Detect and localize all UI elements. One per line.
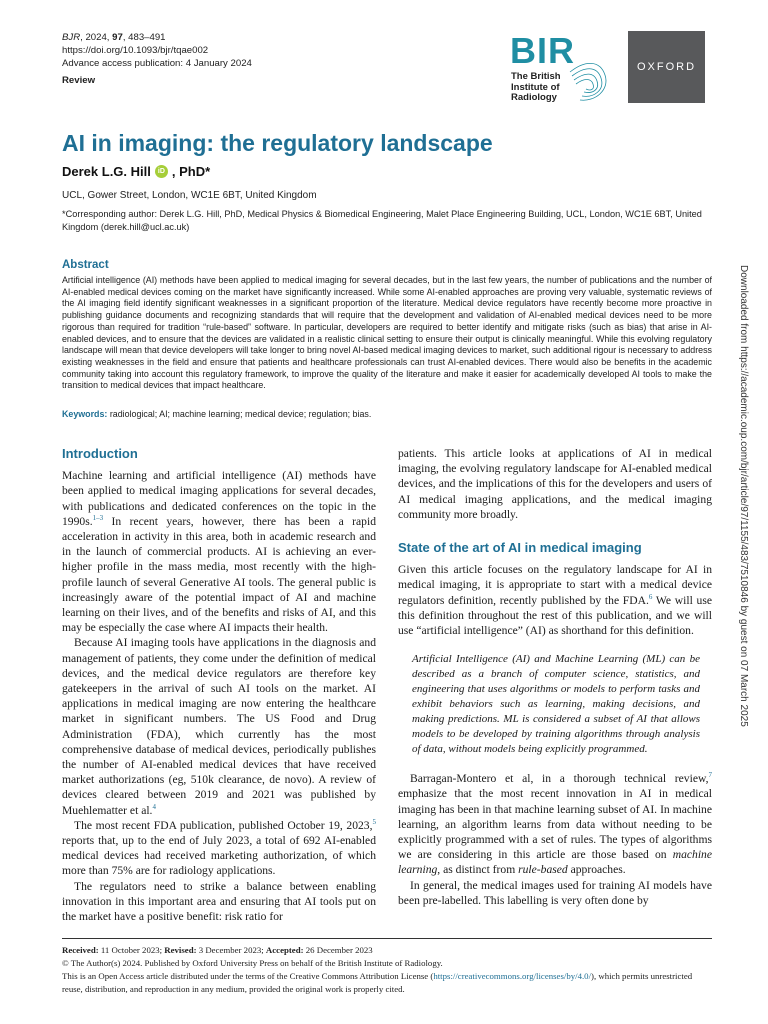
citation-ref[interactable]: 5 <box>372 818 376 827</box>
citation-ref[interactable]: 6 <box>648 592 653 601</box>
accepted-date: 26 December 2023 <box>303 945 373 955</box>
dates-line <box>62 944 712 957</box>
state-p2-text-cont: emphasize that the most recent innovation in AI in medical imaging has been in that machine learning subset of AI. In machine learning, an algorithm learns from data without needing to be explicitly programmed with a set of rules. The types of algorithms we are considering in this article are those based on <box>398 787 712 862</box>
emphasis-rule-based: rule-based <box>518 863 568 877</box>
intro-p1-text: Machine learning and artificial intelligence (AI) methods have been applied to medical imaging applications for several decades, with publications and dedicated conferences on the topic in the 1990s. <box>62 469 376 528</box>
corresponding-author: *Corresponding author: Derek L.G. Hill, PhD, Medical Physics & Biomedical Engineering, Malet Place Engineering Building, UCL, London, WC1E 6BT, United Kingdom (derek.hill@ucl.ac.uk) <box>62 209 702 232</box>
revised-date: 3 December 2023; <box>196 945 266 955</box>
bir-logo-text <box>511 72 561 104</box>
citation-block <box>62 31 252 87</box>
intro-paragraph-5: patients. This article looks at applications of AI in medical imaging, the evolving regulatory landscape for AI-enabled medical devices, and the implications of this for the developers and users of AI medical imaging applications, and the medical imaging community more broadly. <box>398 447 712 521</box>
license-link[interactable]: https://creativecommons.org/licenses/by/4.0/ <box>433 971 592 981</box>
citation-ref[interactable]: 7 <box>708 771 712 780</box>
keywords-list: radiological; AI; machine learning; medical device; regulation; bias. <box>107 409 372 419</box>
intro-p2-text: Because AI imaging tools have applications in the diagnosis and management of patients, they come under the definition of medical devices, and the medical device regulators are therefore key gatekeepers in the arrival of such AI tools on the market. AI applications in medical imaging are now entering the healthcare market in significant numbers. The US Food and Drug Administration (FDA), which currently has the most comprehensive database of medical devices, periodically publishes the number of AI-enabled medical devices that have received market authorizations (eg, 510k clearance, de novo). A review of devices cleared between 2019 and 2021 was published by Muehlematter et al. <box>62 636 376 817</box>
left-column <box>62 446 376 924</box>
citation-ref[interactable]: 1–3 <box>92 513 104 522</box>
right-column <box>398 446 712 908</box>
orcid-icon[interactable]: iD <box>155 165 168 178</box>
author-degree: , PhD* <box>171 164 211 179</box>
footer <box>62 944 712 996</box>
oxford-logo: OXFORD <box>628 31 705 103</box>
license-text-cont: ), which permits unrestricted reuse, distribution, and reproduction in any medium, provided the original work is properly cited. <box>62 971 693 994</box>
copyright-line: © The Author(s) 2024. Published by Oxford University Press on behalf of the British Institute of Radiology. <box>62 958 443 968</box>
license-line <box>62 970 712 996</box>
bir-line-3: Radiology <box>511 92 557 103</box>
author-line <box>62 164 210 179</box>
bir-logo <box>500 30 620 110</box>
emphasis-machine-learning: machine learning <box>398 848 712 877</box>
section-heading-state-of-art: State of the art of AI in medical imaging <box>398 540 642 556</box>
download-note-text: Downloaded from https://academic.oup.com/bjr/article/97/1155/483/7510846 by guest on 07 March 2025 <box>738 265 749 727</box>
intro-paragraph-2 <box>62 635 376 817</box>
page-range: , 483–491 <box>122 32 166 43</box>
affiliation: UCL, Gower Street, London, WC1E 6BT, United Kingdom <box>62 190 317 201</box>
intro-paragraph-3 <box>62 818 376 879</box>
state-p2-text-end: approaches. <box>567 863 626 877</box>
keywords-label: Keywords: <box>62 409 108 419</box>
abstract-text: Artificial intelligence (AI) methods have been applied to medical imaging for several decades, but in the last few years, the number of publications and the number of AI-enabled medical devices coming on the market have significantly increased. While some AI-enabled approaches are proving very valuable, systematic reviews of the AI imaging field identify significant weaknesses in a significant proportion of the literature. Medical device regulators have recently become more proactive in publishing guidance documents and recognizing standards that will require that the development and validation of AI-enabled medical devices need to be more rigorous than required for tradition “rule-based” software. In particular, developers are required to better identify and mitigate risks (such as bias) that arise in AI-enabled devices, and to ensure that the devices are validated in a realistic clinical setting to ensure their output is clinically meaningful. While this evolving regulatory landscape will mean that device developers will take longer to bring novel AI-based medical imaging devices to market, such additional rigour is necessary to address existing weaknesses in the field and ensure that patients and healthcare professionals can trust AI-enabled devices. There would also be benefits in the academic community taking into account this regulatory framework, to improve the quality of the literature and make it easier for academically developed AI tools to make the transition to medical devices that impact healthcare. <box>62 275 712 391</box>
state-p1-text: Given this article focuses on the regulatory landscape for AI in medical imaging, it is appropriate to start with a medical device regulators definition, recently published by the FDA. <box>398 563 712 607</box>
received-date: 11 October 2023; <box>98 945 165 955</box>
bir-logo-mark: BIR <box>510 30 575 71</box>
revised-label: Revised: <box>164 945 197 955</box>
state-p2-text-cont2: , as distinct from <box>437 863 519 877</box>
article-type: Review <box>62 75 96 86</box>
footer-divider <box>62 938 712 939</box>
intro-p3-text-cont: reports that, up to the end of July 2023, a total of 692 AI-enabled medical devices had received marketing authorization, of which more than 75% are for radiology applications. <box>62 834 376 878</box>
article-title: AI in imaging: the regulatory landscape <box>62 130 493 156</box>
citation-year: , 2024, <box>80 32 113 43</box>
state-paragraph-2 <box>398 771 712 877</box>
bir-line-1: The British <box>511 71 561 82</box>
journal-abbrev: BJR <box>62 32 81 43</box>
volume-number: 97 <box>112 32 123 43</box>
download-note <box>735 265 755 727</box>
intro-paragraph-1 <box>62 468 376 635</box>
received-label: Received: <box>62 945 99 955</box>
author-name[interactable]: Derek L.G. Hill <box>62 164 151 179</box>
doi-link[interactable]: https://doi.org/10.1093/bjr/tqae002 <box>62 45 209 56</box>
intro-p3-text: The most recent FDA publication, published October 19, 2023, <box>74 818 373 832</box>
citation-line <box>62 31 252 44</box>
citation-ref[interactable]: 4 <box>152 802 156 811</box>
license-text: This is an Open Access article distributed under the terms of the Creative Commons Attribution License ( <box>62 971 434 981</box>
keywords <box>62 409 712 419</box>
intro-p1-text-cont: In recent years, however, there has been a rapid acceleration in activity in this area, both in academic research and in the launch of commercial products. AI is achieving an ever-higher profile in the mass media, most recently with the high-profile launch of several Generative AI tools. The general public is increasingly aware of the potential impact of AI and machine learning on their lives, and of the benefits and risks of AI, and this may be especially the case where AI impacts their health. <box>62 514 376 635</box>
bir-line-2: Institute of <box>511 81 560 93</box>
state-p1-text-cont: We will use this definition throughout the rest of this publication, and we will use “artificial intelligence” (AI) as shorthand for this definition. <box>398 593 712 638</box>
abstract-heading: Abstract <box>62 259 109 271</box>
intro-paragraph-4: The regulators need to strike a balance between enabling innovation in this important area and ensuring that AI tools put on the market have a positive benefit: risk ratio for <box>62 879 376 924</box>
accepted-label: Accepted: <box>265 945 304 955</box>
state-paragraph-1 <box>398 562 712 638</box>
state-paragraph-3: In general, the medical images used for training AI models have been pre-labelled. This labelling is very often done by <box>398 878 712 907</box>
fda-definition-quote: Artificial Intelligence (AI) and Machine Learning (ML) can be described as a branch of computer science, statistics, and engineering that uses algorithms or models to perform tasks and exhibit behaviors such as learning, making decisions, and making predictions. ML is considered a subset of AI that allows models to be developed by training algorithms through analysis of data, without models being explicitly programmed. <box>412 653 700 756</box>
section-heading-introduction: Introduction <box>62 446 138 461</box>
advance-access-date: Advance access publication: 4 January 2024 <box>62 58 252 69</box>
state-p2-text: Barragan-Montero et al, in a thorough technical review, <box>410 772 709 786</box>
